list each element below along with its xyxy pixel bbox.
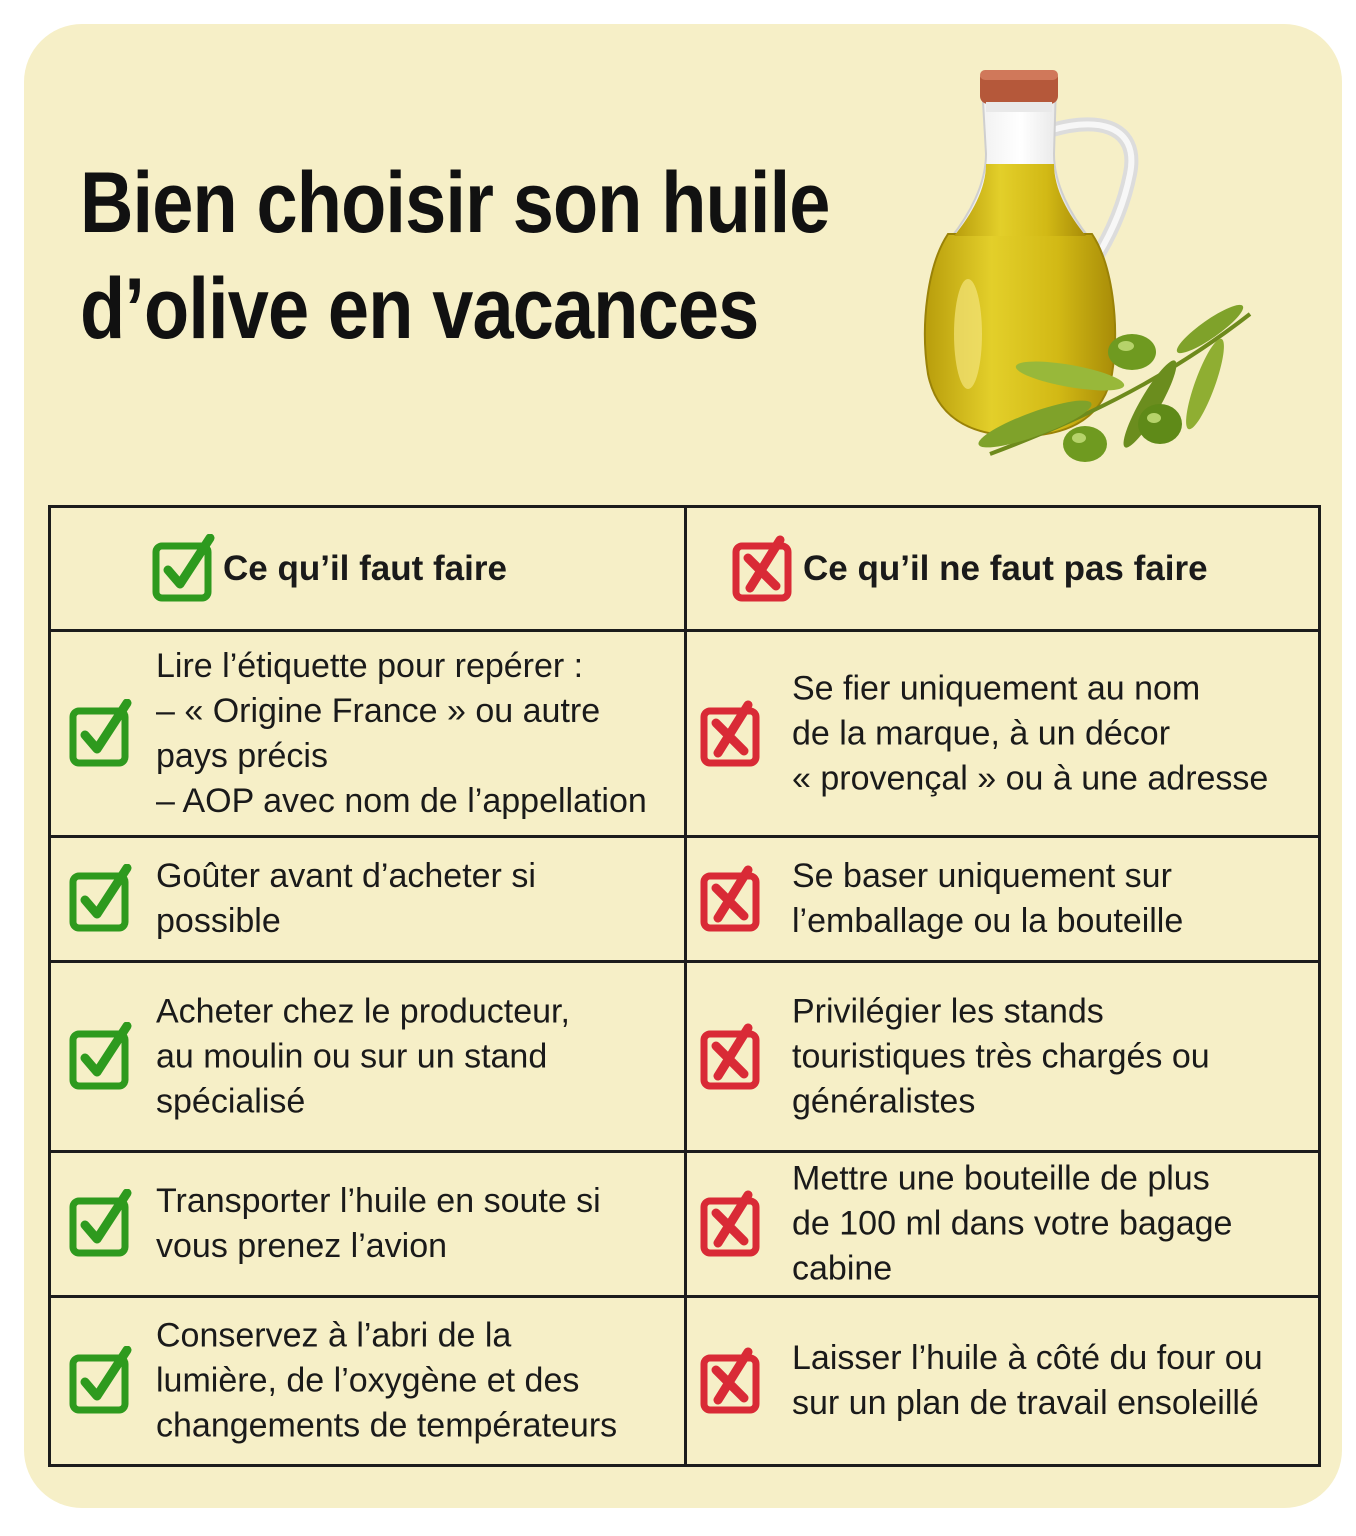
row-4-do-cell bbox=[51, 1153, 687, 1298]
cross-icon bbox=[700, 1022, 764, 1092]
row-2-do-text bbox=[156, 854, 536, 944]
row-1-dont-text bbox=[792, 666, 1268, 801]
text-line: Goûter avant d’acheter si bbox=[156, 857, 536, 895]
row-1-do-text bbox=[156, 644, 647, 824]
cross-icon bbox=[700, 864, 764, 934]
text-line: « provençal » ou à une adresse bbox=[792, 759, 1269, 797]
check-icon bbox=[69, 864, 133, 934]
cross-icon bbox=[700, 1346, 764, 1416]
row-4-dont-cell bbox=[687, 1153, 1318, 1298]
title-line-1: Bien choisir son huile bbox=[80, 155, 830, 251]
header-dont bbox=[687, 508, 1318, 632]
text-line: Conservez à l’abri de la bbox=[156, 1316, 512, 1355]
cross-icon bbox=[700, 1189, 764, 1259]
check-icon bbox=[69, 1346, 133, 1416]
olive-oil-bottle-icon bbox=[920, 64, 1260, 484]
header-dont-label: Ce qu’il ne faut pas faire bbox=[803, 548, 1208, 588]
row-2-do-cell bbox=[51, 838, 687, 963]
text-line: Acheter chez le producteur, bbox=[156, 992, 570, 1030]
text-line: de la marque, à un décor bbox=[792, 714, 1171, 752]
header-do bbox=[51, 508, 687, 632]
text-line: cabine bbox=[792, 1249, 893, 1288]
text-line: l’emballage ou la bouteille bbox=[792, 902, 1184, 940]
text-line: de 100 ml dans votre bagage bbox=[792, 1204, 1233, 1243]
text-line: spécialisé bbox=[156, 1082, 306, 1120]
text-line: sur un plan de travail ensoleillé bbox=[792, 1384, 1259, 1422]
page-title bbox=[80, 150, 830, 362]
text-line: changements de températeurs bbox=[156, 1406, 618, 1445]
cross-icon bbox=[700, 699, 764, 769]
text-line: Lire l’étiquette pour repérer : bbox=[156, 646, 584, 685]
text-line: Privilégier les stands bbox=[792, 992, 1104, 1030]
row-5-do-cell bbox=[51, 1298, 687, 1464]
check-icon bbox=[151, 534, 217, 604]
check-icon bbox=[69, 1189, 133, 1259]
text-line: – AOP avec nom de l’appellation bbox=[156, 781, 647, 820]
row-3-dont-cell bbox=[687, 963, 1318, 1153]
row-4-dont-text bbox=[792, 1157, 1232, 1292]
row-5-do-text bbox=[156, 1314, 617, 1449]
row-1-do-cell bbox=[51, 632, 687, 838]
row-2-dont-cell bbox=[687, 838, 1318, 963]
row-3-do-cell bbox=[51, 963, 687, 1153]
text-line: lumière, de l’oxygène et des bbox=[156, 1361, 580, 1400]
dos-and-donts-table bbox=[48, 505, 1321, 1467]
row-4-do-text bbox=[156, 1179, 601, 1269]
text-line: pays précis bbox=[156, 736, 328, 775]
row-3-do-text bbox=[156, 989, 570, 1124]
text-line: au moulin ou sur un stand bbox=[156, 1037, 548, 1075]
text-line: Se baser uniquement sur bbox=[792, 857, 1172, 895]
text-line: Transporter l’huile en soute si bbox=[156, 1182, 601, 1220]
header-do-label: Ce qu’il faut faire bbox=[223, 548, 507, 588]
check-icon bbox=[69, 1022, 133, 1092]
text-line: possible bbox=[156, 902, 281, 940]
cross-icon bbox=[731, 534, 797, 604]
row-1-dont-cell bbox=[687, 632, 1318, 838]
row-5-dont-cell bbox=[687, 1298, 1318, 1464]
text-line: – « Origine France » ou autre bbox=[156, 691, 601, 730]
row-5-dont-text bbox=[792, 1336, 1263, 1426]
title-line-2: d’olive en vacances bbox=[80, 261, 759, 357]
text-line: Laisser l’huile à côté du four ou bbox=[792, 1339, 1263, 1377]
row-3-dont-text bbox=[792, 989, 1210, 1124]
text-line: vous prenez l’avion bbox=[156, 1227, 448, 1265]
text-line: généralistes bbox=[792, 1082, 976, 1120]
text-line: Mettre une bouteille de plus bbox=[792, 1159, 1210, 1198]
row-2-dont-text bbox=[792, 854, 1183, 944]
text-line: touristiques très chargés ou bbox=[792, 1037, 1210, 1075]
check-icon bbox=[69, 699, 133, 769]
text-line: Se fier uniquement au nom bbox=[792, 669, 1201, 707]
